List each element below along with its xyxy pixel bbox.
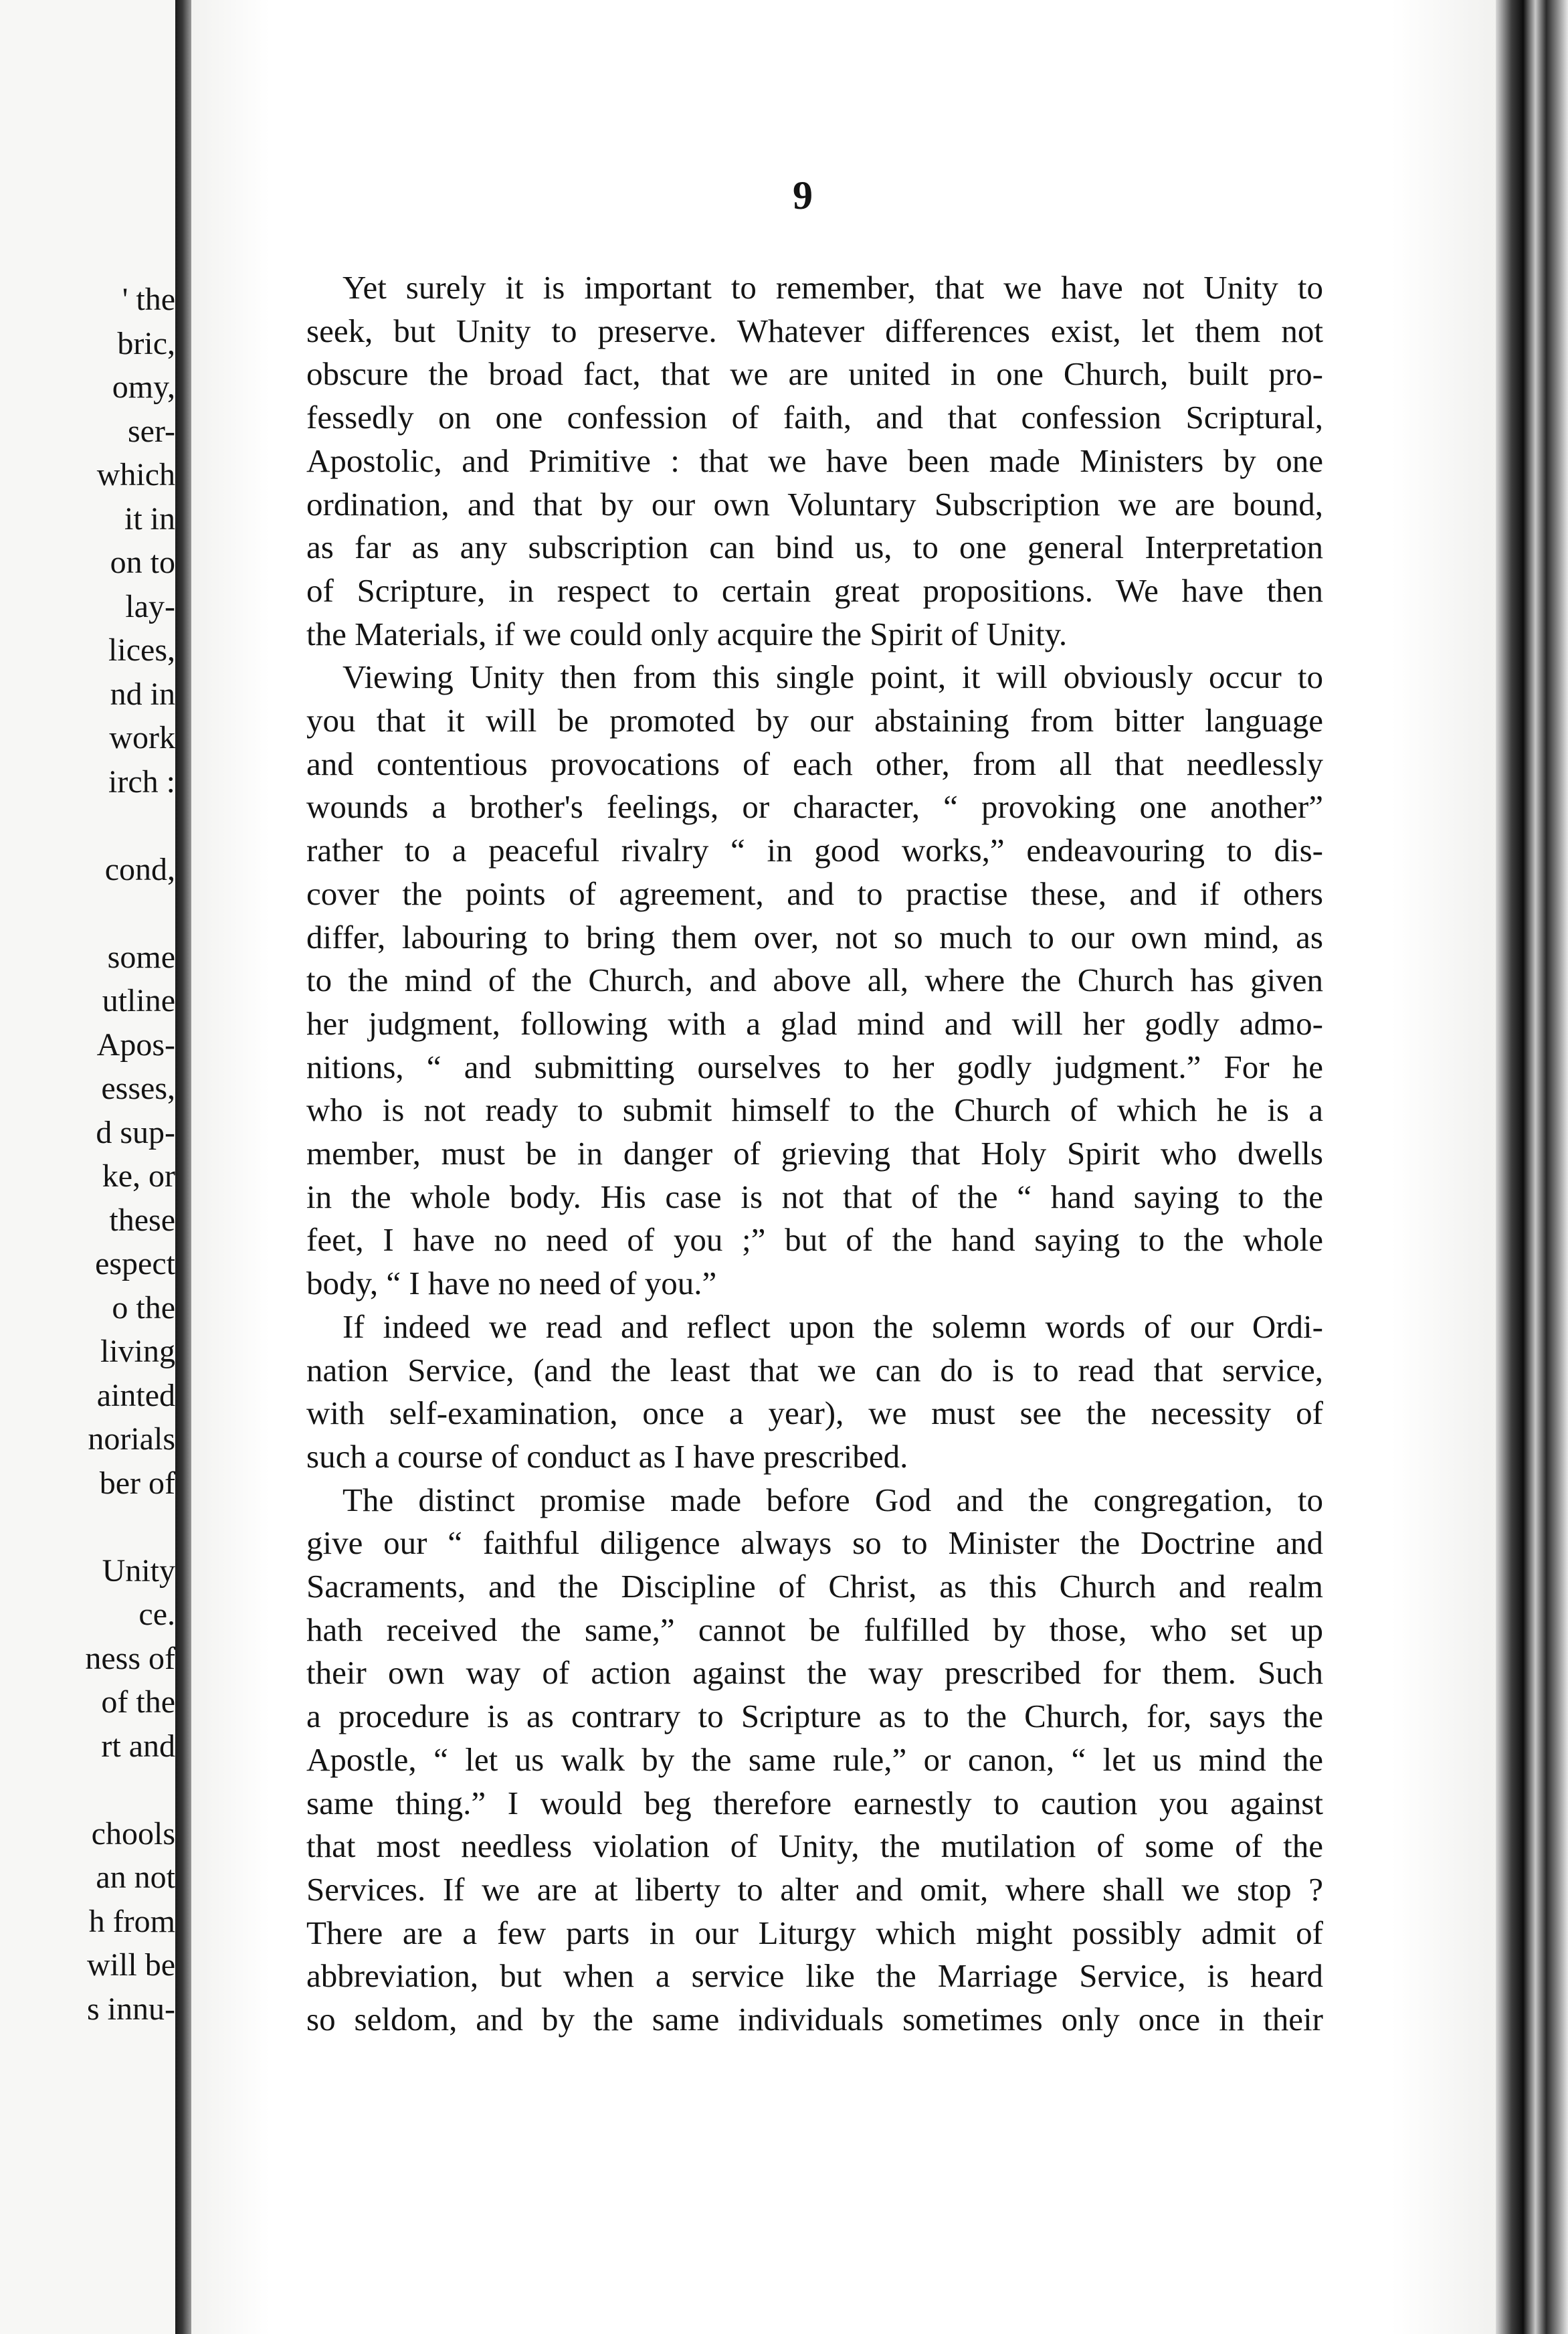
left-page-fragment: living	[100, 1334, 175, 1369]
text-line: you that it will be promoted by our abstaining from bitter language	[306, 702, 1323, 739]
text-line: feet, I have no need of you ;” but of the hand saying to the whole	[306, 1221, 1323, 1259]
text-line: wounds a brother's feelings, or character, “ provoking one another”	[306, 788, 1323, 826]
text-line: so seldom, and by the same individuals sometimes only once in their	[306, 2001, 1323, 2038]
text-line: to the mind of the Church, and above all, where the Church has given	[306, 962, 1323, 999]
text-line: hath received the same,” cannot be fulfilled by those, who set up	[306, 1611, 1323, 1648]
text-line: such a course of conduct as I have prescribed.	[306, 1437, 908, 1475]
text-line: There are a few parts in our Liturgy which might possibly admit of	[306, 1914, 1323, 1951]
left-page-fragment: rt and	[101, 1728, 175, 1764]
text-line: a procedure is as contrary to Scripture as to the Church, for, says the	[306, 1698, 1323, 1735]
left-page-fragment: of the	[101, 1684, 175, 1720]
left-page-fragment: these	[109, 1202, 175, 1238]
text-line: same thing.” I would beg therefore earnestly to caution you against	[306, 1784, 1323, 1821]
left-page-fragment: ber of	[99, 1465, 175, 1501]
left-page-fragment: omy,	[112, 369, 175, 405]
text-line: The distinct promise made before God and the congregation, to	[342, 1481, 1323, 1518]
left-page-fragment: Apos-	[96, 1026, 175, 1063]
left-page-fragment: utline	[102, 983, 175, 1018]
text-line: in the whole body. His case is not that of the “ hand saying to the	[306, 1178, 1323, 1215]
left-page-fragment: chools	[91, 1815, 175, 1852]
text-line: nation Service, (and the least that we can do is to read that service,	[306, 1351, 1323, 1388]
text-line: the Materials, if we could only acquire the Spirit of Unity.	[306, 615, 1068, 652]
left-page-fragment: cond,	[104, 851, 175, 887]
text-line: that most needless violation of Unity, the mutilation of some of the	[306, 1827, 1323, 1865]
left-page-fragment: on to	[110, 545, 175, 580]
text-line: their own way of action against the way prescribed for them. Such	[306, 1654, 1323, 1692]
text-line: Viewing Unity then from this single point, it will obviously occur to	[342, 658, 1323, 696]
left-page-fragment: s innu-	[87, 1991, 175, 2027]
text-line: Apostolic, and Primitive : that we have been made Ministers by one	[306, 442, 1323, 479]
left-page-fragment: norials	[88, 1421, 175, 1457]
left-page-fragment: h from	[88, 1903, 175, 1939]
left-page-fragment: bric,	[117, 325, 175, 361]
left-page-edge	[0, 0, 175, 2334]
text-line: ordination, and that by our own Voluntary Subscription we are bound,	[306, 485, 1323, 523]
text-line: fessedly on one confession of faith, and that confession Scriptural,	[306, 399, 1323, 436]
page-number: 9	[793, 173, 813, 217]
left-page-fragment: ness of	[85, 1640, 175, 1676]
left-page-fragment: work	[109, 720, 175, 755]
left-page-fragment: ainted	[96, 1377, 175, 1413]
text-line: and contentious provocations of each other, from all that needlessly	[306, 745, 1323, 782]
text-line: seek, but Unity to preserve. Whatever differences exist, let them not	[306, 312, 1323, 349]
left-page-fragment: an not	[96, 1860, 175, 1895]
text-line: If indeed we read and reflect upon the solemn words of our Ordi-	[342, 1308, 1323, 1345]
left-page-fragment: which	[96, 457, 175, 492]
left-page-fragment: irch :	[108, 764, 175, 800]
left-page-fragment: d sup-	[96, 1114, 175, 1150]
text-line: give our “ faithful diligence always so to Minister the Doctrine and	[306, 1524, 1323, 1562]
left-page-fragment: ser-	[128, 413, 175, 449]
left-page-fragment: o the	[112, 1289, 175, 1326]
left-page-fragment: nd in	[110, 676, 175, 712]
text-line: Services. If we are at liberty to alter and omit, where shall we stop ?	[306, 1870, 1323, 1908]
text-line: who is not ready to submit himself to the Church of which he is a	[306, 1091, 1323, 1129]
left-page-fragment: ' the	[122, 282, 175, 317]
text-line: cover the points of agreement, and to practise these, and if others	[306, 875, 1323, 912]
left-page-fragment: lices,	[108, 632, 175, 668]
left-page-fragment: it in	[124, 501, 175, 537]
text-line: Sacraments, and the Discipline of Christ, as this Church and realm	[306, 1568, 1323, 1605]
text-line: her judgment, following with a glad mind and will her godly admo-	[306, 1004, 1323, 1042]
text-line: as far as any subscription can bind us, to one general Interpretation	[306, 529, 1323, 566]
text-line: nitions, “ and submitting ourselves to her godly judgment.” For he	[306, 1048, 1323, 1085]
left-page-fragment: lay-	[125, 588, 175, 624]
book-gutter	[175, 0, 191, 2334]
left-page-fragment: will be	[87, 1947, 175, 1983]
text-line: of Scripture, in respect to certain great propositions. We have then	[306, 571, 1323, 609]
text-line: member, must be in danger of grieving that Holy Spirit who dwells	[306, 1135, 1323, 1172]
text-line: obscure the broad fact, that we are united in one Church, built pro-	[306, 355, 1323, 393]
left-page-fragment: esses,	[101, 1071, 175, 1106]
left-page-fragment: ce.	[138, 1597, 175, 1632]
text-line: Apostle, “ let us walk by the same rule,” or canon, “ let us mind the	[306, 1740, 1323, 1778]
text-line: rather to a peaceful rivalry “ in good works,” endeavouring to dis-	[306, 832, 1323, 869]
text-line: differ, labouring to bring them over, not so much to our own mind, as	[306, 918, 1323, 956]
left-page-fragment: Unity	[102, 1552, 175, 1589]
text-line: with self-examination, once a year), we must see the necessity of	[306, 1395, 1323, 1432]
left-page-fragment: some	[107, 939, 175, 975]
text-line: abbreviation, but when a service like the Marriage Service, is heard	[306, 1957, 1323, 1995]
text-line: Yet surely it is important to remember, that we have not Unity to	[342, 269, 1323, 306]
left-page-fragment: ke, or	[102, 1158, 175, 1194]
left-page-fragment: espect	[95, 1246, 175, 1281]
page-edge-shadow	[1496, 0, 1568, 2334]
text-line: body, “ I have no need of you.”	[306, 1265, 717, 1302]
